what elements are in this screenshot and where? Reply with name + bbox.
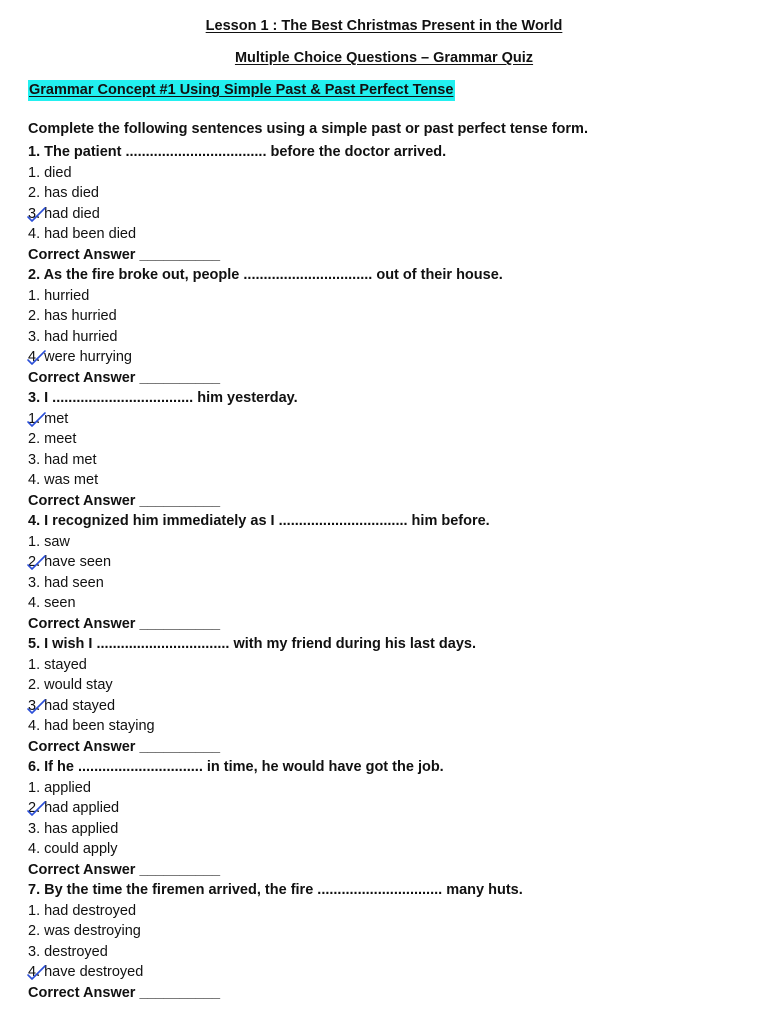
answer-option <box>28 224 748 245</box>
question-text: 1. The patient ................................... before the doctor arrived. <box>28 144 447 160</box>
answer-option <box>28 573 748 594</box>
option-label: 1. applied <box>28 779 91 796</box>
option-label: 2. was destroying <box>28 923 141 939</box>
option-label: 1. met <box>28 410 69 427</box>
question-text: 4. I recognized him immediately as I ................................ him before. <box>28 513 490 529</box>
option-label: 4. could apply <box>28 841 118 857</box>
correct-answer-field <box>28 860 748 881</box>
answer-option <box>28 429 748 450</box>
correct-answer-field <box>28 737 748 758</box>
option-label: 2. would stay <box>28 677 113 693</box>
answer-option <box>28 839 748 860</box>
option-label: 2. have seen <box>28 554 112 570</box>
answer-option <box>28 593 748 614</box>
answer-option <box>28 716 748 737</box>
question-text: 6. If he ............................... in time, he would have got the job. <box>28 759 444 775</box>
grammar-concept-heading: Grammar Concept #1 Using Simple Past & Past Perfect Tense <box>28 80 455 101</box>
option-label: 4. were hurrying <box>28 349 132 365</box>
answer-blank[interactable]: __________ <box>139 492 221 509</box>
answer-option <box>28 163 748 184</box>
answer-blank[interactable]: __________ <box>139 861 221 878</box>
answer-option <box>28 306 748 327</box>
option-label: 1. died <box>28 164 72 181</box>
correct-answer-field <box>28 245 748 266</box>
correct-answer-label: Correct Answer <box>28 615 136 632</box>
answer-blank[interactable]: __________ <box>139 246 221 263</box>
correct-answer-field <box>28 614 748 635</box>
answer-option <box>28 819 748 840</box>
answer-option <box>28 532 748 553</box>
answer-option <box>28 204 748 225</box>
answer-option <box>28 942 748 963</box>
correct-answer-label: Correct Answer <box>28 861 136 878</box>
answer-option <box>28 327 748 348</box>
answer-option <box>28 901 748 922</box>
answer-option <box>28 470 748 491</box>
correct-answer-label: Correct Answer <box>28 984 136 1001</box>
answer-option <box>28 798 748 819</box>
option-label: 3. had hurried <box>28 328 118 345</box>
option-label: 4. had been died <box>28 226 137 242</box>
option-label: 4. had been staying <box>28 718 155 734</box>
answer-blank[interactable]: __________ <box>139 984 221 1001</box>
answer-option <box>28 696 748 717</box>
option-label: 3. had seen <box>28 574 104 591</box>
option-label: 1. had destroyed <box>28 902 137 919</box>
answer-option <box>28 675 748 696</box>
question-text: 3. I ................................... him yesterday. <box>28 390 298 406</box>
question-list <box>28 142 748 1003</box>
option-label: 2. meet <box>28 431 77 447</box>
option-label: 1. saw <box>28 533 70 550</box>
correct-answer-field <box>28 491 748 512</box>
answer-option <box>28 347 748 368</box>
correct-answer-field <box>28 368 748 389</box>
instruction-text: Complete the following sentences using a simple past or past perfect tense form. <box>28 121 588 137</box>
answer-option <box>28 655 748 676</box>
option-label: 3. destroyed <box>28 943 108 960</box>
answer-blank[interactable]: __________ <box>139 369 221 386</box>
answer-blank[interactable]: __________ <box>139 738 221 755</box>
correct-answer-label: Correct Answer <box>28 369 136 386</box>
answer-option <box>28 962 748 983</box>
question-text: 7. By the time the firemen arrived, the fire ............................... many huts. <box>28 882 523 898</box>
option-label: 3. had died <box>28 205 100 222</box>
answer-blank[interactable]: __________ <box>139 615 221 632</box>
answer-option <box>28 921 748 942</box>
question-text: 5. I wish I ................................. with my friend during his last days. <box>28 636 476 652</box>
option-label: 1. hurried <box>28 287 90 304</box>
option-label: 2. had applied <box>28 800 120 816</box>
option-label: 4. was met <box>28 472 99 488</box>
answer-option <box>28 450 748 471</box>
option-label: 3. has applied <box>28 820 119 837</box>
answer-option <box>28 286 748 307</box>
option-label: 3. had met <box>28 451 97 468</box>
question-text: 2. As the fire broke out, people ................................ out of their house. <box>28 267 503 283</box>
answer-option <box>28 778 748 799</box>
option-label: 4. have destroyed <box>28 964 144 980</box>
option-label: 2. has died <box>28 185 99 201</box>
quiz-subtitle: Multiple Choice Questions – Grammar Quiz <box>234 50 534 66</box>
option-label: 4. seen <box>28 595 76 611</box>
lesson-title: Lesson 1 : The Best Christmas Present in the World <box>205 18 563 34</box>
correct-answer-label: Correct Answer <box>28 246 136 263</box>
answer-option <box>28 409 748 430</box>
correct-answer-label: Correct Answer <box>28 492 136 509</box>
correct-answer-field <box>28 983 748 1004</box>
correct-answer-label: Correct Answer <box>28 738 136 755</box>
answer-option <box>28 183 748 204</box>
option-label: 1. stayed <box>28 656 87 673</box>
option-label: 2. has hurried <box>28 308 117 324</box>
option-label: 3. had stayed <box>28 697 116 714</box>
answer-option <box>28 552 748 573</box>
